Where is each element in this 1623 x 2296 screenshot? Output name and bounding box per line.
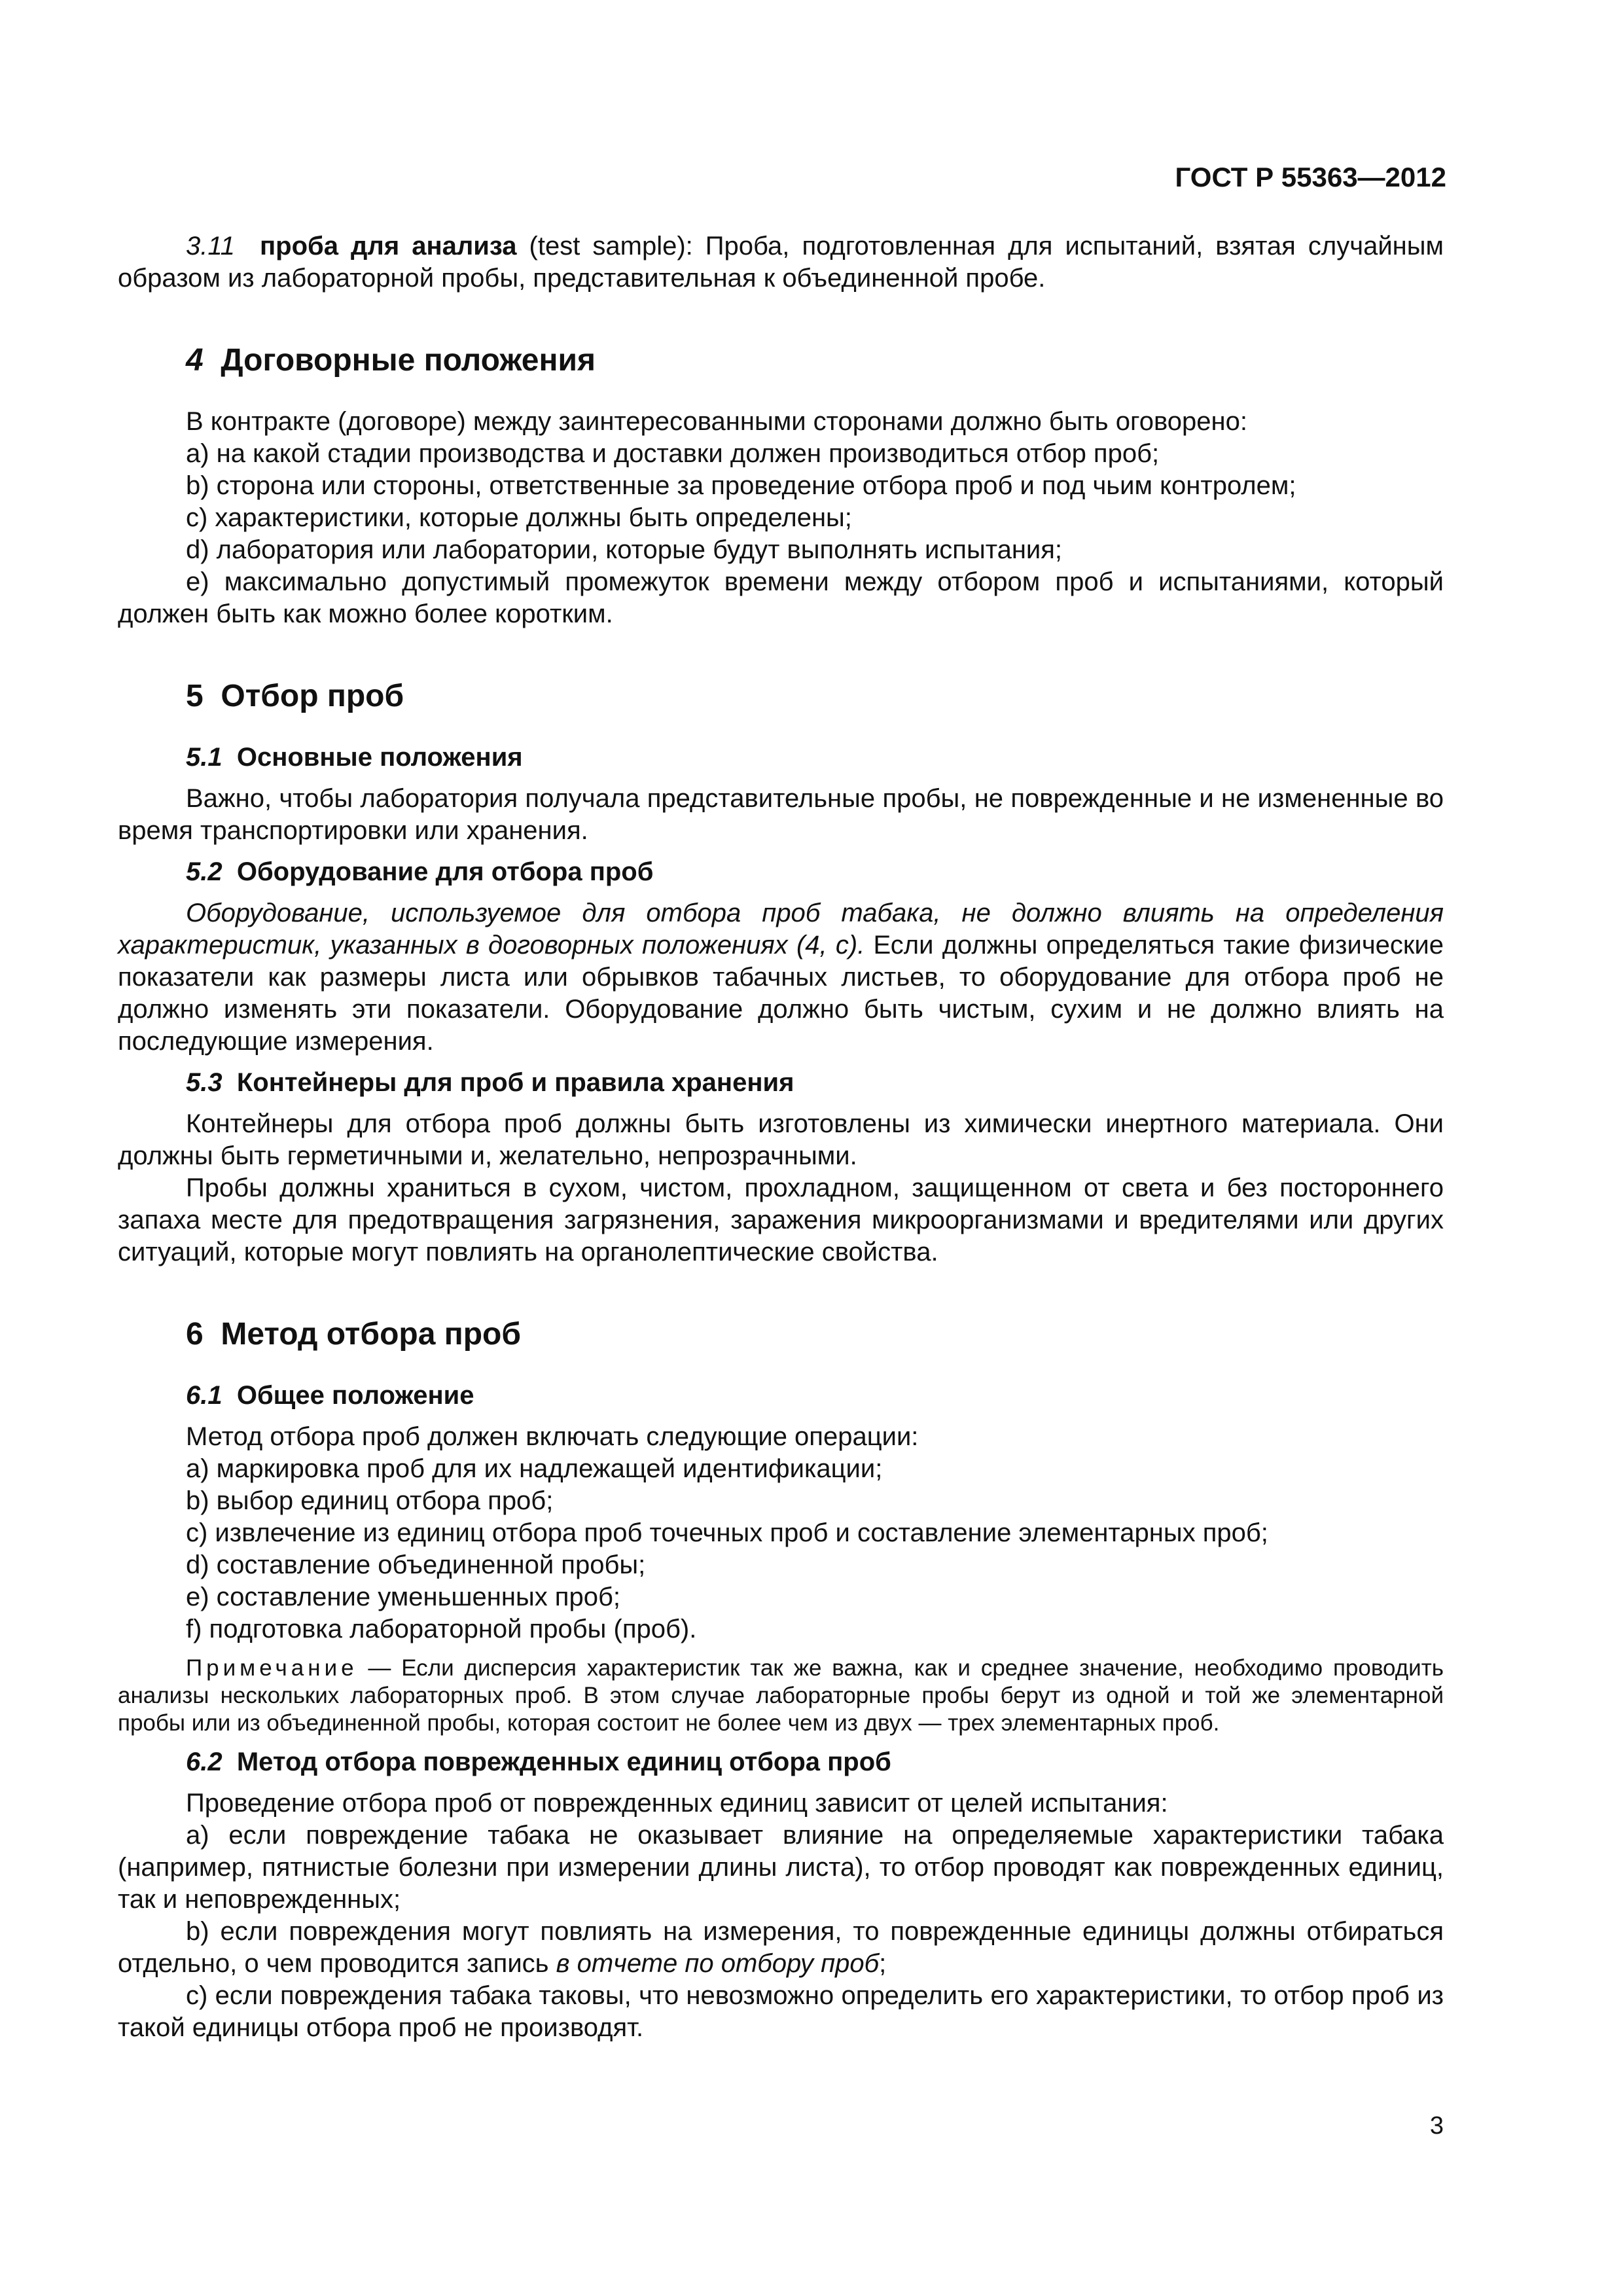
document-body bbox=[118, 230, 1444, 2044]
term: проба для анализа bbox=[260, 232, 517, 260]
section-4-heading: 4 Договорные положения bbox=[186, 343, 596, 378]
list-item: c) извлечение из единиц отбора проб точечных проб и составление элементарных проб; bbox=[186, 1518, 1268, 1547]
list-item: a) на какой стадии производства и доставки должен производиться отбор проб; bbox=[186, 439, 1160, 468]
page-number: 3 bbox=[1429, 2112, 1444, 2140]
list-item: b) если повреждения могут повлиять на измерения, то поврежденные единицы должны отбираться отдельно, о чем проводится запись в отчете по отбору проб; bbox=[118, 1917, 1444, 1978]
list-item: c) если повреждения табака таковы, что невозможно определить его характеристики, то отбор проб из такой единицы отбора проб не производят. bbox=[118, 1981, 1444, 2042]
section-6-heading: 6 Метод отбора проб bbox=[186, 1317, 522, 1352]
list-item: b) сторона или стороны, ответственные за проведение отбора проб и под чьим контролем; bbox=[186, 471, 1296, 500]
clause-number: 3.11 bbox=[186, 232, 235, 260]
list-item: c) характеристики, которые должны быть определены; bbox=[186, 503, 852, 532]
list-item: e) составление уменьшенных проб; bbox=[186, 1583, 620, 1611]
document-header: ГОСТ Р 55363—2012 bbox=[1175, 162, 1446, 192]
list-item: a) маркировка проб для их надлежащей идентификации; bbox=[186, 1454, 883, 1483]
list-item: f) подготовка лабораторной пробы (проб). bbox=[186, 1615, 697, 1643]
list-item: e) максимально допустимый промежуток времени между отбором проб и испытаниями, который должен быть как можно более коротким. bbox=[118, 567, 1444, 628]
subsection-5-1-heading: 5.1 Основные положения bbox=[186, 743, 523, 772]
list-item: d) составление объединенной пробы; bbox=[186, 1551, 646, 1579]
note: Примечание — Если дисперсия характеристик так же важна, как и среднее значение, необходимо проводить анализы нескольких лабораторных проб. В этом случае лабораторные пробы берут из одной и той же элементарной пробы или из объединенной пробы, которая состоит не более чем из двух — трех элементарных проб. bbox=[118, 1655, 1444, 1736]
definition-3-11 bbox=[118, 230, 1444, 295]
paragraph: Контейнеры для отбора проб должны быть изготовлены из химически инертного материала. Они должны быть герметичными и, желательно, непрозрачными. bbox=[118, 1109, 1444, 1170]
list-item: d) лаборатория или лаборатории, которые будут выполнять испытания; bbox=[186, 535, 1063, 564]
section-5-heading: 5 Отбор проб bbox=[186, 679, 404, 713]
list-item: а) если повреждение табака не оказывает влияние на определяемые характеристики табака (например, пятнистые болезни при измерении длины листа), то отбор проводят как поврежденных единиц, так и неповрежденных; bbox=[118, 1821, 1444, 1914]
paragraph: Метод отбора проб должен включать следующие операции: bbox=[186, 1422, 919, 1451]
subsection-5-3-heading: 5.3 Контейнеры для проб и правила хранения bbox=[186, 1068, 794, 1097]
subsection-6-2-heading: 6.2 Метод отбора поврежденных единиц отбора проб bbox=[186, 1748, 891, 1776]
paragraph: Оборудование, используемое для отбора проб табака, не должно влиять на определения характеристик, указанных в договорных положениях (4, c). Если должны определяться такие физические показатели как размеры листа или обрывков табачных листьев, то оборудование для отбора проб не должно изменять эти показатели. Оборудование должно быть чистым, сухим и не должно влиять на последующие измерения. bbox=[118, 899, 1444, 1056]
subsection-6-1-heading: 6.1 Общее положение bbox=[186, 1381, 474, 1410]
subsection-5-2-heading: 5.2 Оборудование для отбора проб bbox=[186, 857, 654, 886]
paragraph: Важно, чтобы лаборатория получала представительные пробы, не поврежденные и не измененные во время транспортировки или хранения. bbox=[118, 784, 1444, 845]
paragraph: Проведение отбора проб от поврежденных единиц зависит от целей испытания: bbox=[186, 1789, 1168, 1818]
definition-text: (test sample): Проба, подготовленная для испытаний, взятая случайным образом из лабораторной пробы, представительная к объединенной пробе. bbox=[118, 232, 1444, 293]
paragraph: В контракте (договоре) между заинтересованными сторонами должно быть оговорено: bbox=[186, 407, 1247, 436]
paragraph: Пробы должны храниться в сухом, чистом, прохладном, защищенном от света и без постороннего запаха месте для предотвращения загрязнения, заражения микроорганизмами и вредителями или других ситуаций, которые могут повлиять на органолептические свойства. bbox=[118, 1174, 1444, 1266]
list-item: b) выбор единиц отбора проб; bbox=[186, 1486, 554, 1515]
